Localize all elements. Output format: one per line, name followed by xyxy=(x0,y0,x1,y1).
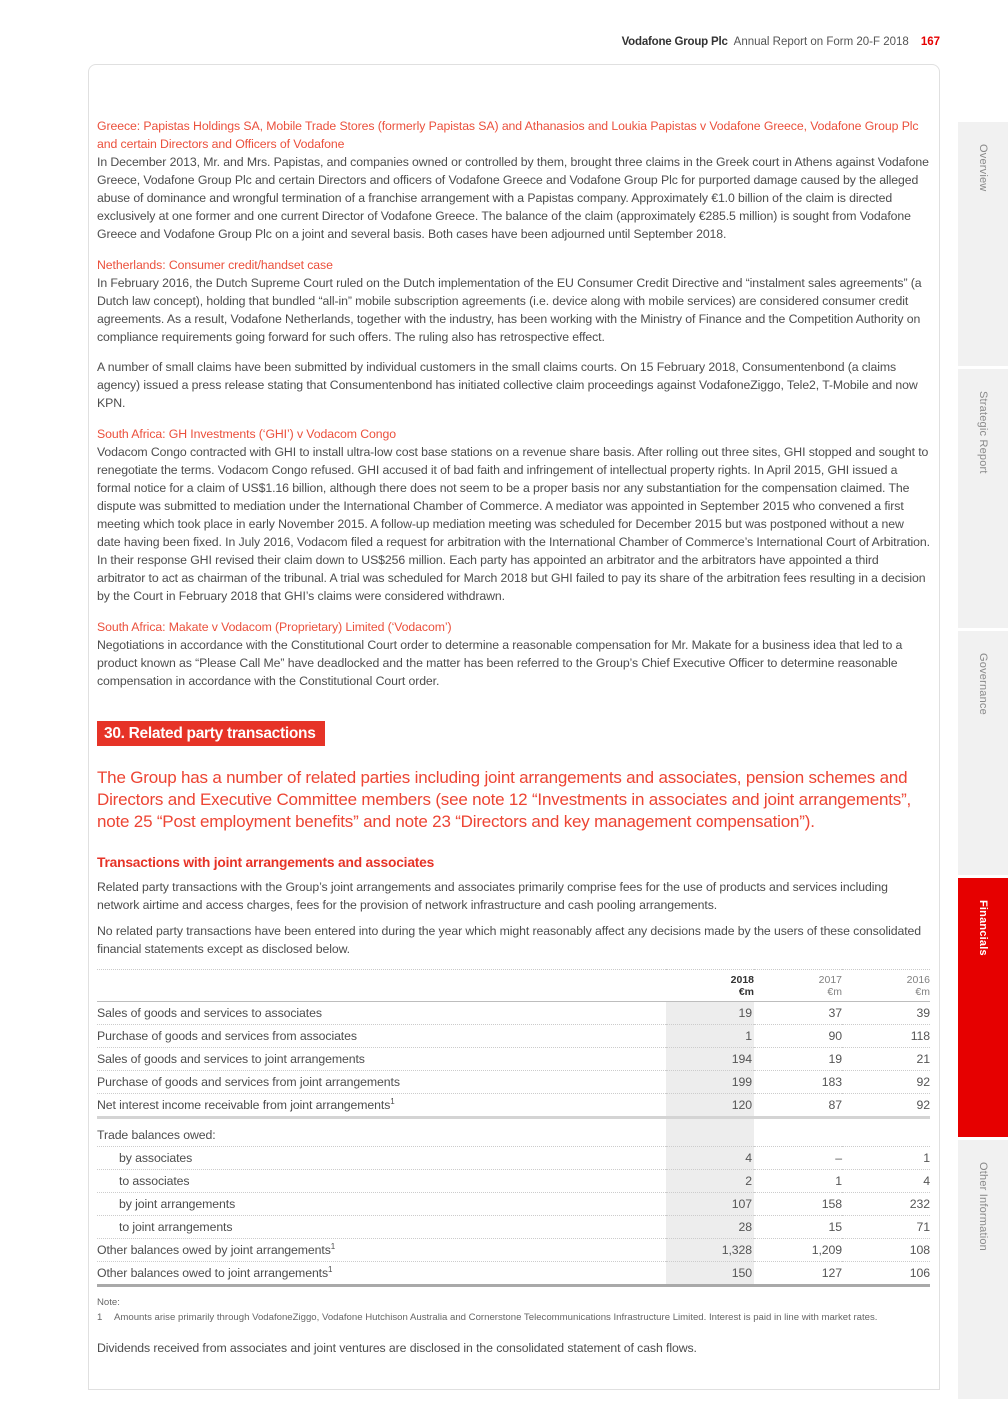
table-row xyxy=(97,1170,930,1193)
table-body xyxy=(97,1002,930,1286)
table-column-2017 xyxy=(754,970,842,1002)
table-cell: 194 xyxy=(666,1048,754,1071)
table-cell: 19 xyxy=(754,1048,842,1071)
row-label: Sales of goods and services to joint arrangements xyxy=(97,1048,666,1071)
case-heading: South Africa: Makate v Vodacom (Proprietary) Limited (‘Vodacom’) xyxy=(97,620,452,634)
table-cell: 107 xyxy=(666,1193,754,1216)
table-cell: 92 xyxy=(842,1094,930,1118)
sidebar-tab-strategic-report[interactable]: Strategic Report xyxy=(958,369,1008,628)
table-row xyxy=(97,1193,930,1216)
subheading-transactions-joint-arrangements: Transactions with joint arrangements and associates xyxy=(97,855,435,870)
table-cell: 150 xyxy=(666,1262,754,1286)
brand-name: Vodafone Group Plc xyxy=(621,36,728,48)
footnotes xyxy=(97,1296,930,1324)
footnote-number: 1 xyxy=(97,1312,103,1323)
footnote-text: Amounts arise primarily through VodafoneZiggo, Vodafone Hutchison Australia and Cornerstone Telecommunications Infrastructure Limited. Interest is paid in line with market rates. xyxy=(114,1312,878,1323)
footnote-reference: 1 xyxy=(328,1264,333,1274)
table-cell: 106 xyxy=(842,1262,930,1286)
legal-case-makate-vodacom xyxy=(97,618,930,690)
table-cell xyxy=(842,1118,930,1147)
case-paragraph: In December 2013, Mr. and Mrs. Papistas, and companies owned or controlled by them, brought three claims in the Greek court in Athens against Vodafone Greece, Vodafone Group Plc and certain Directors and officers of Vodafone Greece and Vodafone Group Plc for purported damage caused by the alleged abuse of dominance and wrongful termination of a franchise arrangement with a Papistas company. Approximately €1.0 billion of the claim is directed exclusively at one former and one current Director of Vodafone Greece. The balance of the claim (approximately €285.5 million) is sought from Vodafone Greece and Vodafone Group Plc on a joint and several basis. Both cases have been adjourned until September 2018. xyxy=(97,155,929,241)
page-number: 167 xyxy=(920,36,940,48)
case-paragraph: Negotiations in accordance with the Constitutional Court order to determine a reasonable compensation for Mr. Makate for a business idea that led to a product known as “Please Call Me” have deadlocked and the matter has been referred to the Group’s Chief Executive Officer to determine reasonable compensation in accordance with the Constitutional Court order. xyxy=(97,638,903,688)
legal-case-greece-papistas xyxy=(97,117,930,243)
table-cell: 183 xyxy=(754,1071,842,1094)
table-row xyxy=(97,1239,930,1262)
case-heading: Netherlands: Consumer credit/handset case xyxy=(97,258,333,272)
table-row xyxy=(97,1216,930,1239)
table-cell: 71 xyxy=(842,1216,930,1239)
row-label: Purchase of goods and services from joint arrangements xyxy=(97,1071,666,1094)
report-title: Annual Report on Form 20-F 2018 xyxy=(733,36,909,48)
footnote-reference: 1 xyxy=(390,1096,395,1106)
table-row xyxy=(97,1002,930,1025)
table-cell: – xyxy=(754,1147,842,1170)
table-cell: 108 xyxy=(842,1239,930,1262)
table-column-2018 xyxy=(666,970,754,1002)
case-paragraph: Vodacom Congo contracted with GHI to install ultra-low cost base stations on a revenue share basis. After rolling out three sites, GHI stopped and sought to renegotiate the terms. Vodacom Congo refused. GHI accused it of bad faith and infringement of intellectual property rights. In April 2015, GHI issued a formal notice for a claim of US$1.16 billion, although there does not seem to be a proper basis nor any substantiation for the compensation claimed. The dispute was submitted to mediation under the International Chamber of Commerce. A mediator was appointed in September 2015 who convened a first meeting which took place in early November 2015. A follow-up mediation meeting was scheduled for December 2015 but was postponed without a new date having been fixed. In July 2016, Vodacom filed a request for arbitration with the International Chamber of Commerce’s International Court of Arbitration. In their response GHI revised their claim down to US$256 million. Each party has appointed an arbitrator and the arbitrators have appointed a third arbitrator to act as chairman of the tribunal. A trial was scheduled for March 2018 but GHI failed to pay its share of the arbitration fees resulting in a decision by the Court in February 2018 that GHI’s claims were considered withdrawn. xyxy=(97,445,930,603)
table-cell: 39 xyxy=(842,1002,930,1025)
row-label: Trade balances owed: xyxy=(97,1118,666,1147)
year-label: 2016 xyxy=(906,974,930,986)
year-label: 2017 xyxy=(818,974,842,986)
legal-case-ghi-vodacom-congo xyxy=(97,425,930,605)
body-paragraph: Related party transactions with the Group’s joint arrangements and associates primarily comprise fees for the use of products and services including network airtime and access charges, fees for the provision of network infrastructure and cash pooling arrangements. xyxy=(97,880,888,912)
case-heading: South Africa: GH Investments (‘GHI’) v Vodacom Congo xyxy=(97,427,396,441)
table-cell: 1 xyxy=(842,1147,930,1170)
footnotes-label: Note: xyxy=(97,1297,120,1308)
table-cell: 87 xyxy=(754,1094,842,1118)
row-label: to joint arrangements xyxy=(97,1216,666,1239)
table-row xyxy=(97,1048,930,1071)
closing-paragraph: Dividends received from associates and joint ventures are disclosed in the consolidated statement of cash flows. xyxy=(97,1341,697,1355)
table-column-2016 xyxy=(842,970,930,1002)
table-row xyxy=(97,1147,930,1170)
footnote-reference: 1 xyxy=(330,1241,336,1251)
table-cell: 1 xyxy=(754,1170,842,1193)
table-cell: 90 xyxy=(754,1025,842,1048)
table-cell: 1,328 xyxy=(666,1239,754,1262)
table-row xyxy=(97,1025,930,1048)
table-header xyxy=(97,970,930,1002)
table-cell: 232 xyxy=(842,1193,930,1216)
table-cell: 92 xyxy=(842,1071,930,1094)
table-header-spacer xyxy=(97,970,666,1002)
table-cell: 15 xyxy=(754,1216,842,1239)
table-cell: 4 xyxy=(842,1170,930,1193)
table-cell xyxy=(754,1118,842,1147)
table-cell: 4 xyxy=(666,1147,754,1170)
row-label: by associates xyxy=(97,1147,666,1170)
table-cell: 120 xyxy=(666,1094,754,1118)
table-cell: 1 xyxy=(666,1025,754,1048)
sidebar-tab-overview[interactable]: Overview xyxy=(958,122,1008,366)
case-heading: Greece: Papistas Holdings SA, Mobile Trade Stores (formerly Papistas SA) and Athanasios and Loukia Papistas v Vodafone Greece, Vodafone Group Plc and certain Directors and Officers of Vodafone xyxy=(97,119,919,151)
table-cell: 118 xyxy=(842,1025,930,1048)
table-cell: 158 xyxy=(754,1193,842,1216)
sidebar xyxy=(958,122,1008,1402)
table-row xyxy=(97,1118,930,1147)
table-cell: 199 xyxy=(666,1071,754,1094)
page-sheet xyxy=(88,64,940,1390)
table-row xyxy=(97,1094,930,1118)
sidebar-tab-financials[interactable]: Financials xyxy=(958,878,1008,1137)
table-cell: 2 xyxy=(666,1170,754,1193)
page-content xyxy=(89,65,939,1357)
body-paragraph: No related party transactions have been entered into during the year which might reasonably affect any decisions made by the users of these consolidated financial statements except as disclosed below. xyxy=(97,924,921,956)
table-cell: 127 xyxy=(754,1262,842,1286)
row-label: Net interest income receivable from joint arrangements$^1$ xyxy=(97,1094,666,1118)
unit-label: €m xyxy=(738,986,754,998)
unit-label: €m xyxy=(827,986,842,998)
legal-case-netherlands-consumer-credit xyxy=(97,256,930,412)
row-label: Sales of goods and services to associates xyxy=(97,1002,666,1025)
table-cell: 1,209 xyxy=(754,1239,842,1262)
row-label: by joint arrangements xyxy=(97,1193,666,1216)
related-party-table xyxy=(97,969,930,1287)
table-row xyxy=(97,1262,930,1286)
sidebar-tab-governance[interactable]: Governance xyxy=(958,631,1008,875)
row-label: Purchase of goods and services from associates xyxy=(97,1025,666,1048)
row-label: to associates xyxy=(97,1170,666,1193)
table-cell: 28 xyxy=(666,1216,754,1239)
section-title-related-party-transactions: 30. Related party transactions xyxy=(97,721,325,746)
year-label: 2018 xyxy=(730,974,754,986)
footnote-item xyxy=(97,1311,930,1324)
page-header xyxy=(88,36,940,48)
case-paragraph: A number of small claims have been submitted by individual customers in the small claims courts. On 15 February 2018, Consumentenbond (a claims agency) issued a press release stating that Consumentenbond has initiated collective claim proceedings against VodafoneZiggo, Tele2, T-Mobile and now KPN. xyxy=(97,360,918,410)
case-paragraph: In February 2016, the Dutch Supreme Court ruled on the Dutch implementation of the EU Consumer Credit Directive and “instalment sales agreements” (a Dutch law concept), holding that bundled “all-in” mobile subscription agreements (i.e. device along with mobile services) are considered consumer credit agreements. As a result, Vodafone Netherlands, together with the industry, has been working with the Ministry of Finance and the Competition Authority on compliance requirements going forward for such offers. The ruling also has retrospective effect. xyxy=(97,276,922,344)
table-cell: 19 xyxy=(666,1002,754,1025)
row-label: Other balances owed to joint arrangements$^1$ xyxy=(97,1262,666,1286)
sidebar-tab-other-information[interactable]: Other Information xyxy=(958,1140,1008,1399)
table-cell: 21 xyxy=(842,1048,930,1071)
row-label: Other balances owed by joint arrangements$^1$ xyxy=(97,1239,666,1262)
table-row xyxy=(97,1071,930,1094)
table-cell xyxy=(666,1118,754,1147)
table-cell: 37 xyxy=(754,1002,842,1025)
unit-label: €m xyxy=(915,986,930,998)
section-intro: The Group has a number of related parties including joint arrangements and associates, pension schemes and Directors and Executive Committee members (see note 12 “Investments in associates and joint arrangements”, note 25 “Post employment benefits” and note 23 “Directors and key management compensation”). xyxy=(97,768,912,831)
